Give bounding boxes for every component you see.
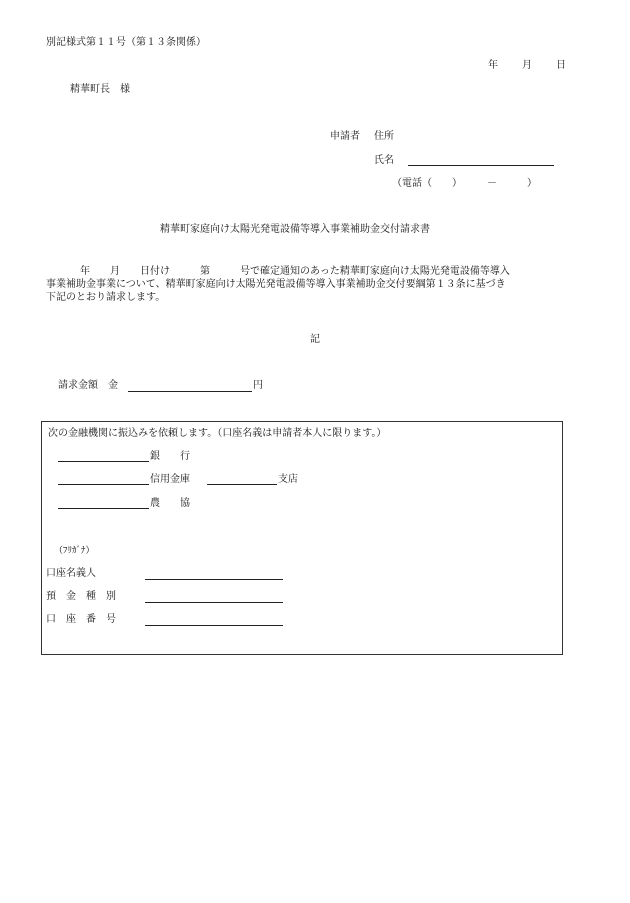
amount-label: 請求金額 金	[58, 380, 118, 391]
account-holder-label: 口座名義人	[46, 568, 96, 579]
account-holder-line[interactable]	[145, 579, 283, 580]
amount-field-line[interactable]	[128, 391, 252, 392]
deposit-type-label: 預 金 種 別	[46, 591, 116, 602]
request-paragraph	[46, 265, 586, 304]
branch-label: 支店	[278, 474, 298, 485]
bank-label: 銀 行	[150, 451, 190, 462]
body-line-3: 下記のとおり請求します。	[46, 292, 166, 303]
deposit-type-line[interactable]	[145, 602, 283, 603]
form-number: 別記様式第１１号（第１３条関係）	[46, 37, 206, 48]
agri-coop-name-line[interactable]	[58, 508, 149, 509]
date-month: 月	[522, 60, 532, 71]
document-title: 精華町家庭向け太陽光発電設備等導入事業補助金交付請求書	[160, 224, 430, 235]
ki-label: 記	[310, 334, 320, 345]
furigana-label: （ﾌﾘｶﾞﾅ）	[54, 546, 95, 556]
agri-coop-label: 農 協	[150, 498, 190, 509]
date-day: 日	[556, 60, 566, 71]
body-line-1: 年 月 日付け 第 号で確定通知のあった精華町家庭向け太陽光発電設備等導入	[80, 266, 510, 277]
bank-transfer-box	[41, 421, 563, 655]
bank-intro: 次の金融機関に振込みを依頼します。（口座名義は申請者本人に限ります。）	[48, 428, 387, 439]
body-line-2: 事業補助金事業について、精華町家庭向け太陽光発電設備等導入事業補助金交付要綱第１３条に基づき	[46, 279, 506, 290]
date-year: 年	[488, 60, 498, 71]
addressee: 精華町長 様	[70, 84, 130, 95]
amount-unit: 円	[253, 380, 263, 391]
address-label: 住所	[374, 131, 394, 142]
credit-union-name-line[interactable]	[58, 484, 149, 485]
phone-label: （電話（ ） － ）	[392, 178, 537, 189]
bank-name-line[interactable]	[58, 461, 149, 462]
account-number-line[interactable]	[145, 625, 283, 626]
name-label: 氏名	[374, 155, 394, 166]
applicant-label: 申請者	[330, 131, 360, 142]
account-number-label: 口 座 番 号	[46, 614, 116, 625]
branch-name-line[interactable]	[207, 484, 277, 485]
credit-union-label: 信用金庫	[150, 474, 190, 485]
name-field-line[interactable]	[408, 165, 554, 166]
